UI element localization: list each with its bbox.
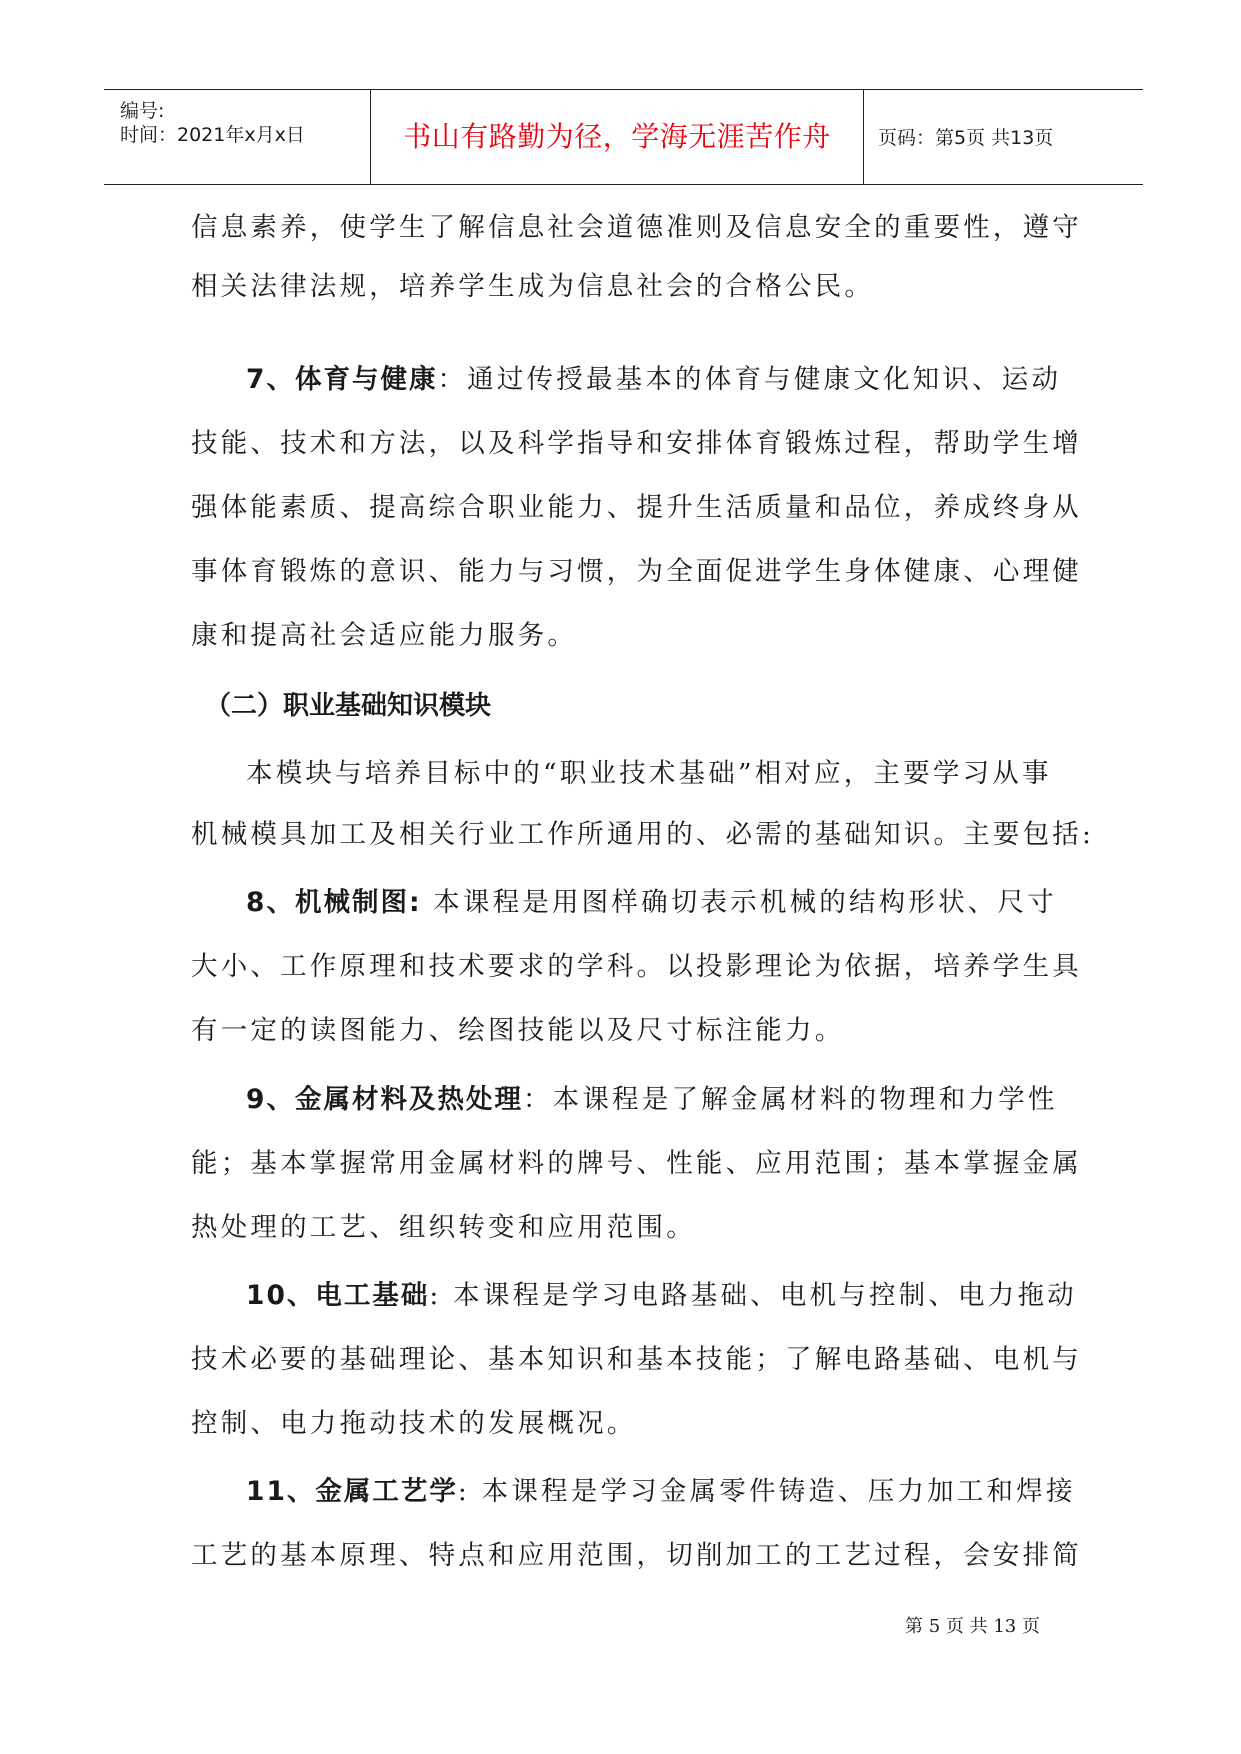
header-table xyxy=(104,89,1143,185)
text-line: 强体能素质、提高综合职业能力、提升生活质量和品位，养成终身从 xyxy=(191,492,1082,523)
text-line: 事体育锻炼的意识、能力与习惯，为全面促进学生身体健康、心理健 xyxy=(191,556,1082,587)
header-center-cell xyxy=(371,90,864,184)
document-number-label: 编号: xyxy=(120,100,165,122)
header-left-cell xyxy=(104,90,371,184)
item-8-title: 8、机械制图: xyxy=(246,887,422,918)
item-7-text: ：通过传授最基本的体育与健康文化知识、运动 xyxy=(437,364,1062,395)
text-line: 能；基本掌握常用金属材料的牌号、性能、应用范围；基本掌握金属 xyxy=(191,1148,1082,1179)
item-8-text: 本课程是用图样确切表示机械的结构形状、尺寸 xyxy=(433,887,1057,918)
text-line: 技能、技术和方法，以及科学指导和安排体育锻炼过程，帮助学生增 xyxy=(191,428,1082,459)
text-line: 信息素养，使学生了解信息社会道德准则及信息安全的重要性，遵守 xyxy=(191,212,1082,243)
item-9-line xyxy=(191,1077,1061,1116)
header-right-cell xyxy=(864,90,1143,184)
item-9-title: 9、金属材料及热处理 xyxy=(246,1084,523,1115)
text-line: 相关法律法规，培养学生成为信息社会的合格公民。 xyxy=(191,271,875,302)
document-time-label: 时间：2021年x月x日 xyxy=(120,124,305,146)
item-10-line xyxy=(191,1273,1077,1312)
item-11-line xyxy=(191,1469,1076,1508)
item-7-line xyxy=(191,357,1061,396)
page-footer: 第 5 页 共 13 页 xyxy=(905,1616,1040,1637)
item-11-title: 11、金属工艺学 xyxy=(246,1476,458,1507)
text-line: 本模块与培养目标中的“职业技术基础”相对应，主要学习从事 xyxy=(246,758,1052,789)
text-line: 有一定的读图能力、绘图技能以及尺寸标注能力。 xyxy=(191,1015,845,1046)
text-line: 大小、工作原理和技术要求的学科。以投影理论为依据，培养学生具 xyxy=(191,951,1082,982)
text-line: 康和提高社会适应能力服务。 xyxy=(191,620,578,651)
text-line: 工艺的基本原理、特点和应用范围，切削加工的工艺过程，会安排简 xyxy=(191,1540,1082,1571)
item-8-line xyxy=(191,880,1061,919)
item-10-text: : 本课程是学习电路基础、电机与控制、电力拖动 xyxy=(429,1280,1077,1311)
text-line: 技术必要的基础理论、基本知识和基本技能；了解电路基础、电机与 xyxy=(191,1344,1082,1375)
text-line: 热处理的工艺、组织转变和应用范围。 xyxy=(191,1212,696,1243)
item-7-title: 7、体育与健康 xyxy=(246,364,438,395)
item-10-title: 10、电工基础 xyxy=(246,1280,430,1311)
item-9-text: ：本课程是了解金属材料的物理和力学性 xyxy=(522,1084,1058,1115)
section-heading: （二）职业基础知识模块 xyxy=(205,691,492,721)
header-motto: 书山有路勤为径，学海无涯苦作舟 xyxy=(403,120,831,153)
text-line: 机械模具加工及相关行业工作所通用的、必需的基础知识。主要包括: xyxy=(191,819,1095,850)
text-line: 控制、电力拖动技术的发展概况。 xyxy=(191,1408,637,1439)
item-11-text: : 本课程是学习金属零件铸造、压力加工和焊接 xyxy=(457,1476,1076,1507)
header-page-label: 页码：第5页 共13页 xyxy=(878,127,1054,149)
